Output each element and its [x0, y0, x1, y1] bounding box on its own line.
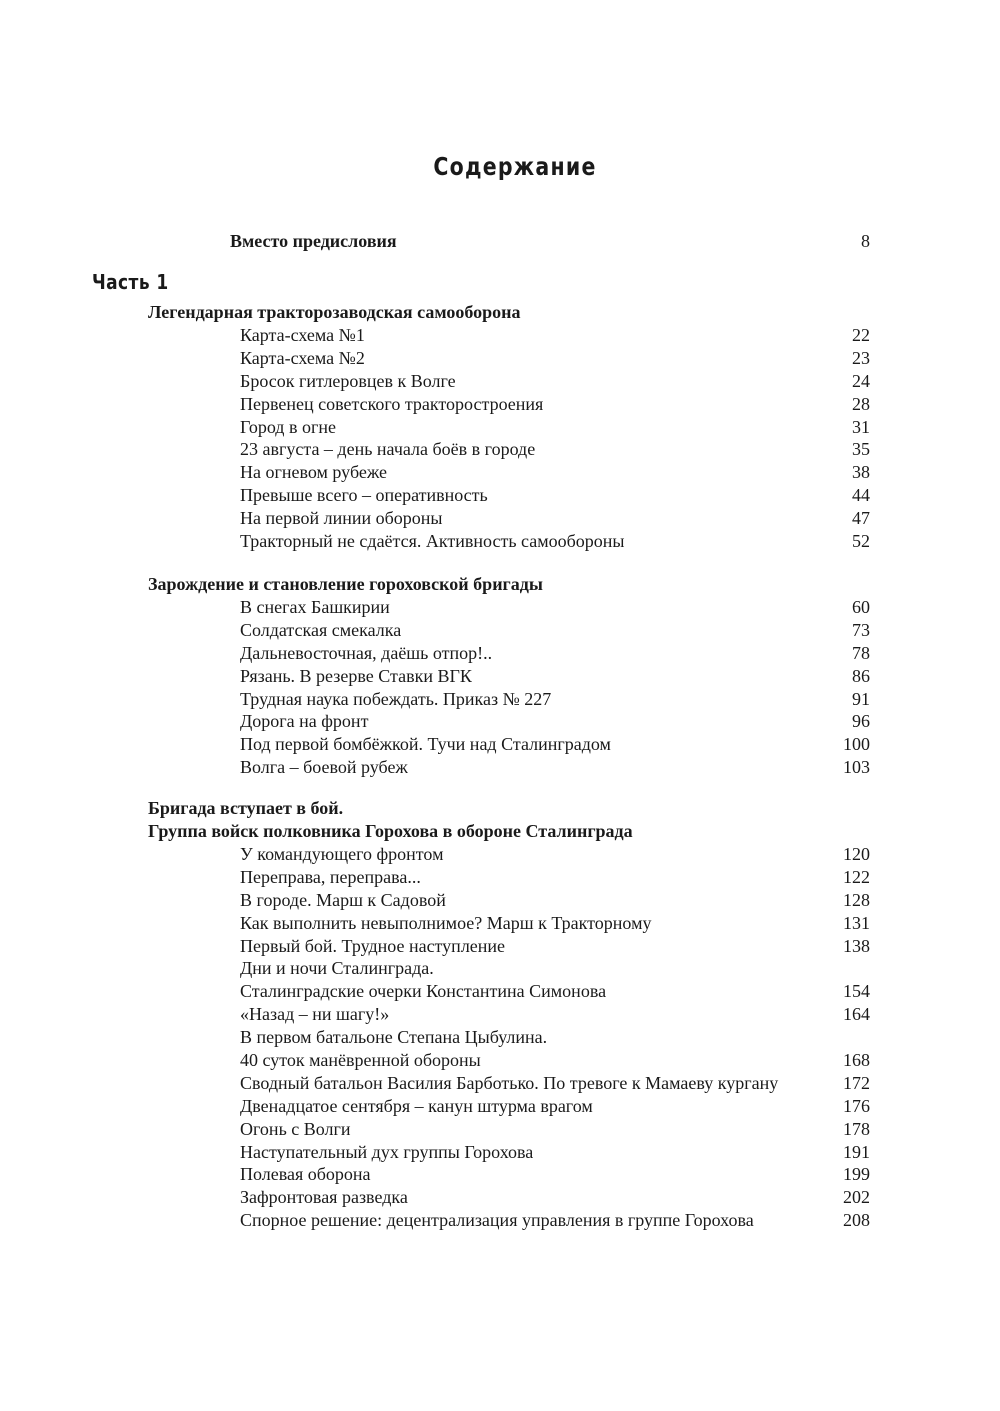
toc-entry-page: 22 [852, 325, 870, 345]
toc-entry [240, 1095, 870, 1118]
toc-entry [240, 596, 870, 619]
toc-entry-label: Первый бой. Трудное наступление [240, 935, 506, 956]
toc-entry [240, 324, 870, 347]
section-title: Бригада вступает в бой. [148, 798, 344, 818]
toc-entry-label: Карта-схема №2 [240, 347, 365, 368]
toc-entry-label: Волга – боевой рубеж [240, 757, 408, 778]
toc-entry-label: Двенадцатое сентября – канун штурма врагом [240, 1095, 593, 1116]
toc-entry-page: 31 [852, 416, 870, 437]
toc-entry-label: «Назад – ни шагу!» [240, 1004, 390, 1025]
toc-entry [240, 507, 870, 530]
toc-entry-page: 164 [843, 1004, 870, 1025]
toc-entry-label: 40 суток манёвренной обороны [240, 1050, 481, 1071]
toc-entry [240, 1141, 870, 1164]
toc-entry-page: 38 [852, 462, 870, 483]
toc-entry [240, 889, 870, 912]
toc-entry-label: Город в огне [240, 416, 336, 437]
toc-entry [240, 370, 870, 393]
toc-entry-page: 8 [861, 231, 870, 251]
toc-entry-page: 120 [843, 844, 870, 864]
section-title: Группа войск полковника Горохова в обороне Сталинграда [148, 821, 633, 841]
toc-entry [240, 484, 870, 507]
toc-entry [240, 416, 870, 439]
toc-entry-label: Первенец советского тракторостроения [240, 393, 544, 414]
toc-entry [240, 347, 870, 370]
toc-entry [240, 1049, 870, 1072]
toc-entry [240, 1003, 870, 1026]
toc-entry-label: У командующего фронтом [240, 844, 444, 864]
toc-entry-page: 96 [852, 711, 870, 732]
toc-entry-label: Дорога на фронт [240, 711, 369, 732]
toc-entry [240, 710, 870, 733]
toc-entry-label: В первом батальоне Степана Цыбулина. [240, 1027, 548, 1048]
toc-entry-label: Полевая оборона [240, 1164, 371, 1185]
section-title: Зарождение и становление гороховской бригады [148, 574, 543, 594]
toc-entry-label: Превыше всего – оперативность [240, 485, 488, 506]
toc-section [148, 797, 888, 1232]
toc-entry [240, 1186, 870, 1209]
toc-entry-page: 176 [843, 1095, 870, 1116]
toc-entry-page: 208 [843, 1210, 870, 1231]
toc-entry [240, 1026, 870, 1049]
toc-entry-label: Сталинградские очерки Константина Симонова [240, 981, 607, 1002]
toc-entry-label: В снегах Башкирии [240, 597, 390, 617]
toc-entry-page: 52 [852, 531, 870, 552]
toc-entry-page: 28 [852, 393, 870, 414]
toc-entry-label: Рязань. В резерве Ставки ВГК [240, 665, 472, 686]
toc-entry-page: 131 [843, 912, 870, 933]
toc-entry-label: Карта-схема №1 [240, 325, 365, 345]
toc-entry-page: 202 [843, 1187, 870, 1208]
toc-entry-page: 86 [852, 665, 870, 686]
toc-entry [240, 642, 870, 665]
toc-entry [240, 461, 870, 484]
toc-entry-label: На первой линии обороны [240, 508, 443, 529]
toc-entry-page: 78 [852, 642, 870, 663]
toc-entry-label: Спорное решение: децентрализация управления в группе Горохова [240, 1210, 754, 1231]
toc-entry [240, 619, 870, 642]
toc-entry-page: 103 [843, 757, 870, 778]
toc-entry-label: Тракторный не сдаётся. Активность самообороны [240, 531, 625, 552]
part-heading: Часть 1 [92, 270, 169, 294]
toc-entry-page: 60 [852, 597, 870, 617]
toc-entry-page: 172 [843, 1072, 870, 1093]
toc-entry-preface [230, 229, 870, 253]
toc-entry-page: 44 [852, 485, 870, 506]
toc-entry [240, 1209, 870, 1232]
toc-entry-label: Переправа, переправа... [240, 866, 421, 887]
toc-entry [240, 1072, 870, 1095]
toc-entry-label: Солдатская смекалка [240, 619, 402, 640]
toc-entry-label: 23 августа – день начала боёв в городе [240, 439, 536, 460]
toc-entry-label: Трудная наука побеждать. Приказ № 227 [240, 688, 552, 709]
toc-entry-label: Сводный батальон Василия Барботько. По тревоге к Мамаеву кургану [240, 1072, 779, 1093]
toc-entry [240, 1118, 870, 1141]
toc-entry [240, 1163, 870, 1186]
toc-entry-page: 100 [843, 734, 870, 755]
toc-entry-page: 73 [852, 619, 870, 640]
toc-entry-page: 128 [843, 889, 870, 910]
toc-entry [240, 756, 870, 779]
toc-section [148, 301, 888, 553]
toc-entry-label: В городе. Марш к Садовой [240, 889, 446, 910]
toc-entry-page: 47 [852, 508, 870, 529]
toc-entry [240, 980, 870, 1003]
toc-entry-page: 23 [852, 347, 870, 368]
toc-entry-page: 178 [843, 1118, 870, 1139]
toc-entry-page: 191 [843, 1141, 870, 1162]
toc-entry-label: Дальневосточная, даёшь отпор!.. [240, 642, 493, 663]
toc-entry [240, 843, 870, 866]
toc-entry-page: 199 [843, 1164, 870, 1185]
toc-entry-page: 138 [843, 935, 870, 956]
toc-entry-page: 35 [852, 439, 870, 460]
toc-entry-label: Бросок гитлеровцев к Волге [240, 370, 456, 391]
toc-entry [240, 957, 870, 980]
toc-entry [240, 912, 870, 935]
toc-entry-label: Под первой бомбёжкой. Тучи над Сталинградом [240, 734, 611, 755]
section-title: Легендарная тракторозаводская самооборона [148, 302, 521, 322]
toc-entry-label: Наступательный дух группы Горохова [240, 1141, 534, 1162]
toc-entry [240, 733, 870, 756]
toc-section [148, 573, 888, 779]
toc-entry [240, 866, 870, 889]
toc-entry-page: 154 [843, 981, 870, 1002]
toc-entry-label: Как выполнить невыполнимое? Марш к Тракторному [240, 912, 652, 933]
toc-entry [240, 688, 870, 711]
toc-entry [240, 935, 870, 958]
toc-entry-label: Дни и ночи Сталинграда. [240, 958, 434, 979]
toc-entry-label: Вместо предисловия [230, 231, 397, 251]
toc-entry-label: Зафронтовая разведка [240, 1187, 408, 1208]
toc-entry-label: Огонь с Волги [240, 1118, 351, 1139]
toc-entry-page: 91 [852, 688, 870, 709]
toc-entry-page: 122 [843, 866, 870, 887]
toc-entry [240, 665, 870, 688]
toc-entry [240, 438, 870, 461]
toc-entry-page: 168 [843, 1050, 870, 1071]
toc-entry-label: На огневом рубеже [240, 462, 388, 483]
toc-entry [240, 393, 870, 416]
toc-entry-page: 24 [852, 370, 870, 391]
page-title: Содержание [433, 152, 597, 181]
toc-entry [240, 530, 870, 553]
